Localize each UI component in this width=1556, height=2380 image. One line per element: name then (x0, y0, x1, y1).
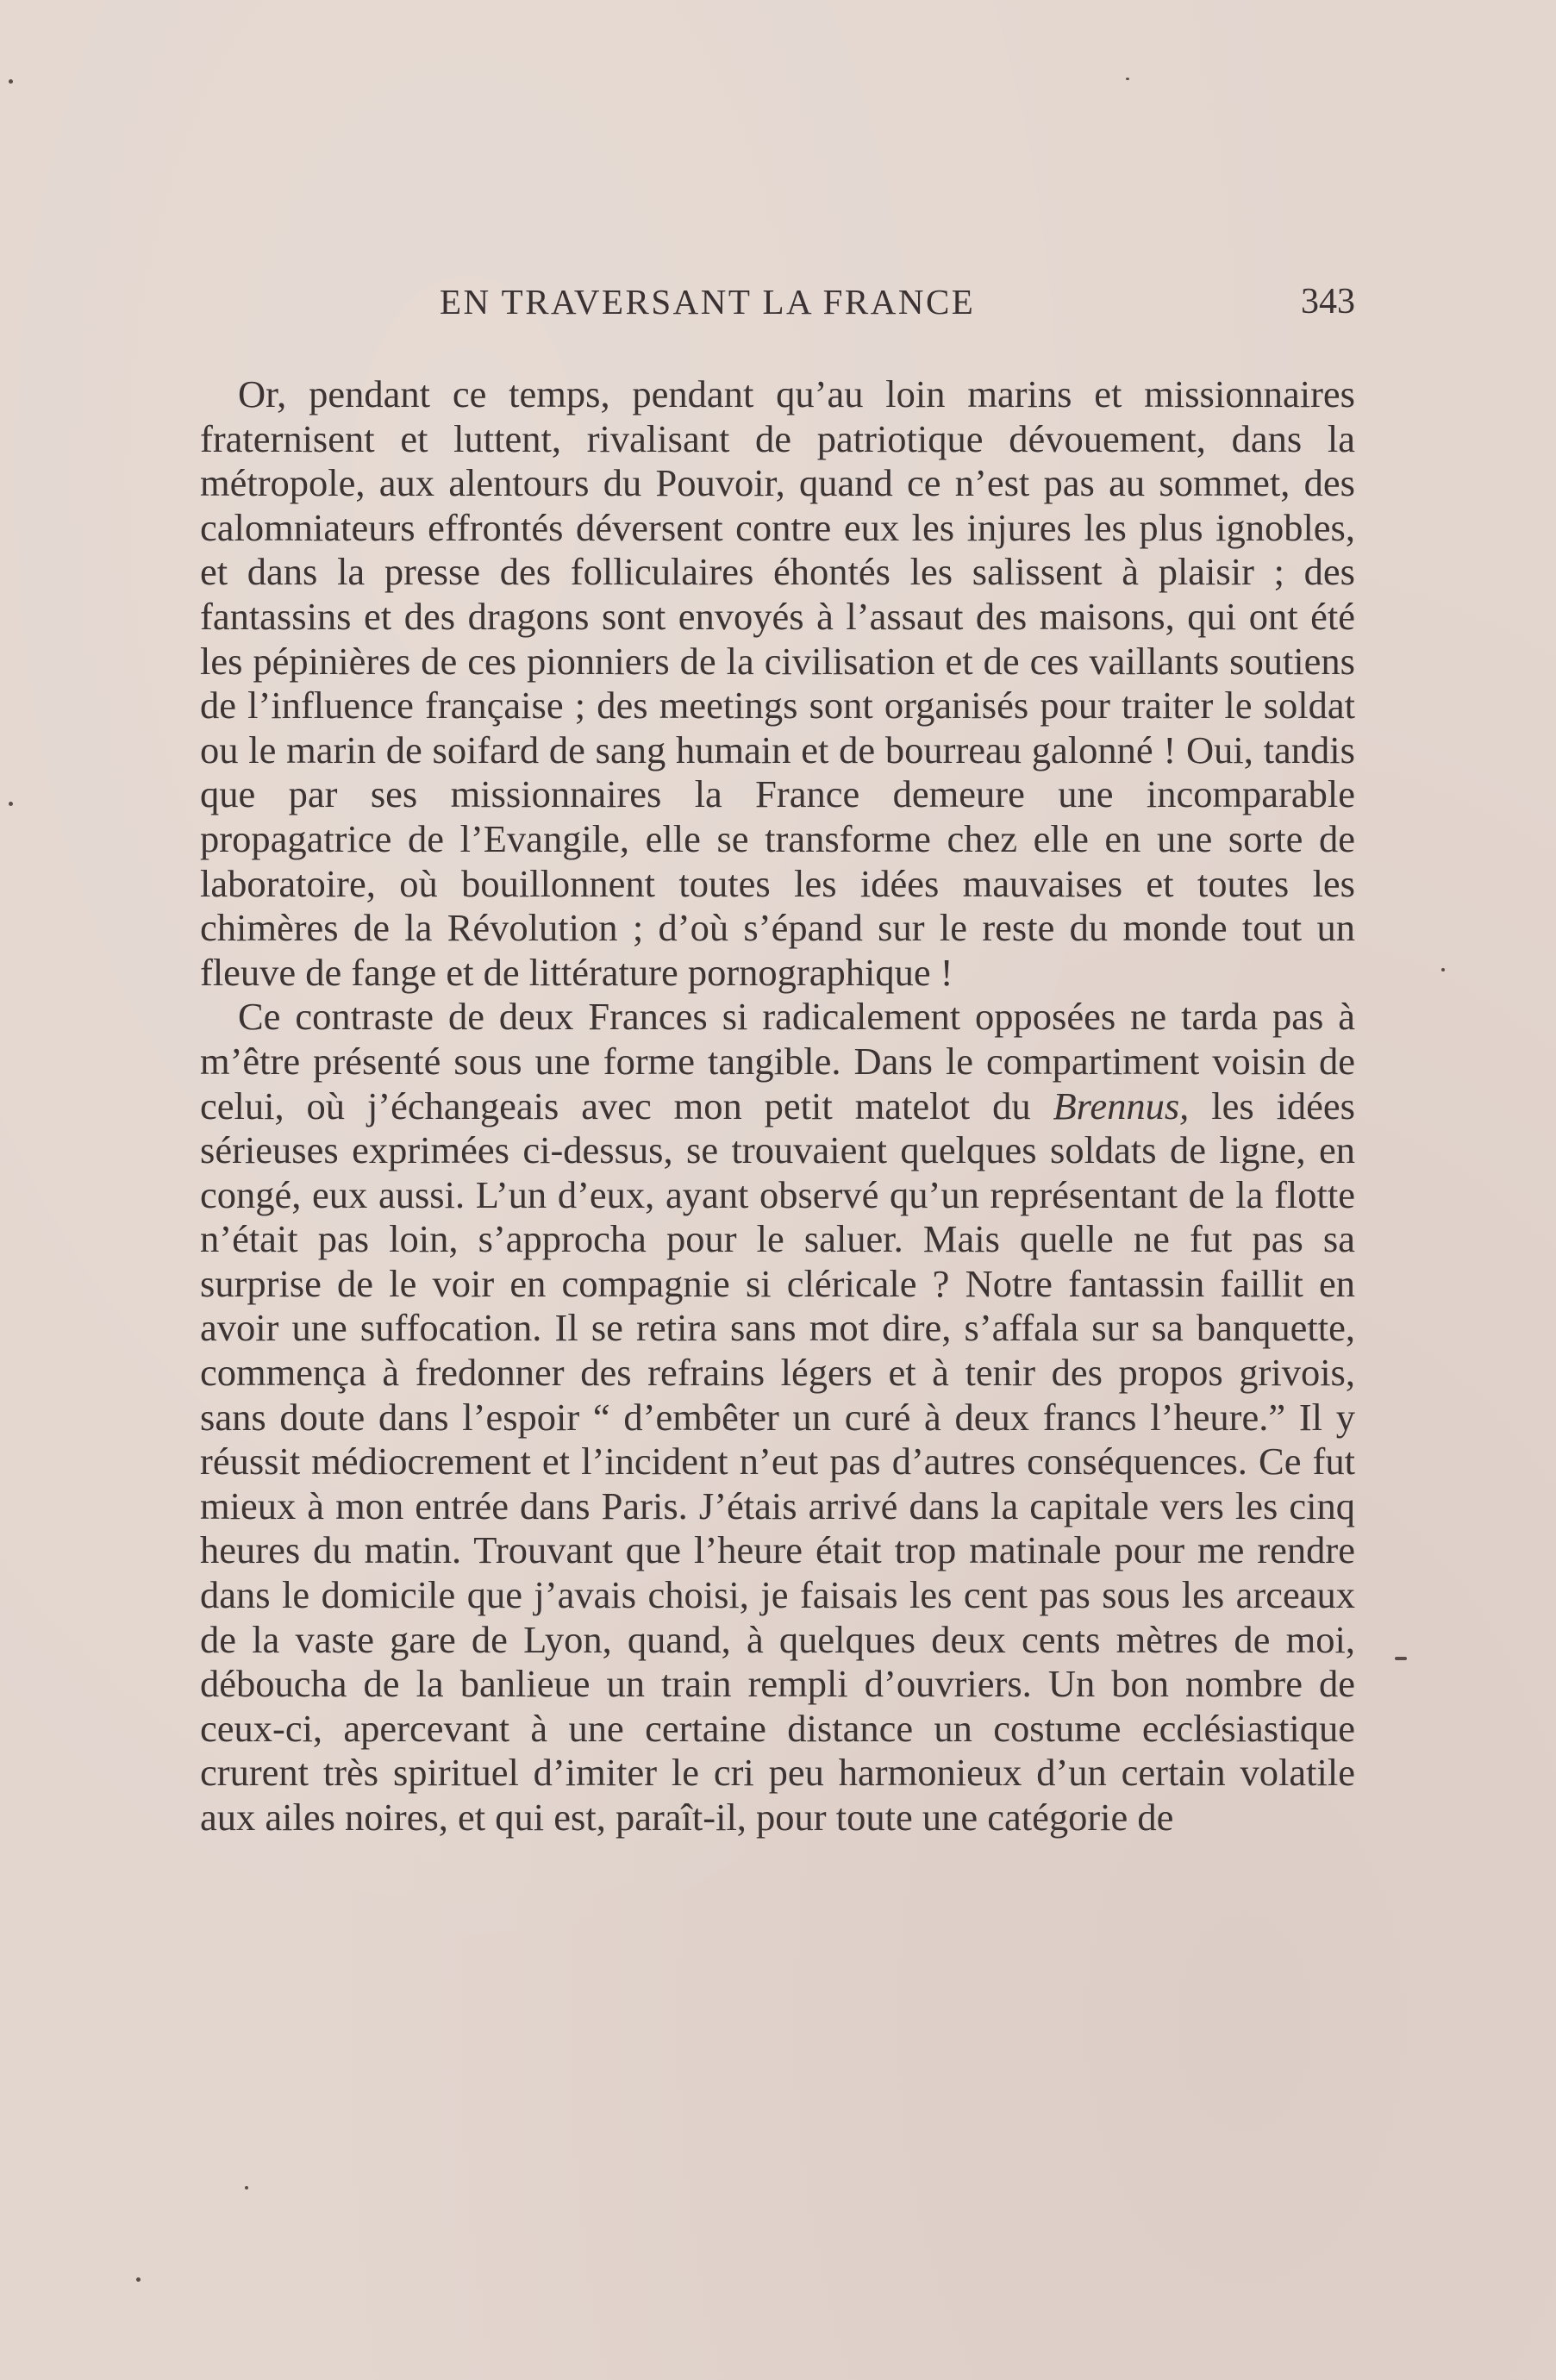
paragraph-2-text-start: Ce contraste de deux Frances si radicalement opposées ne tarda pas à m’être présenté sous une forme tangible. Dans le compartiment voisin de celui, où j’échangeais avec mon petit matelot du (200, 995, 1355, 1128)
paragraph-2-text-end: les idées sérieuses exprimées ci-dessus, se trouvaient quelques soldats de ligne, en congé, eux aussi. L’un d’eux, ayant observé qu’un représentant de la flotte n’était pas loin, s’approcha pour le saluer. Mais quelle ne fut pas sa surprise de le voir en compagnie si cléricale ? Notre fantassin faillit en avoir une suffocation. Il se retira sans mot dire, s’affala sur sa banquette, commença à fredonner des refrains légers et à tenir des propos grivois, sans doute dans l’espoir “ d’embêter un curé à deux francs l’heure.” Il y réussit médiocrement et l’incident n’eut pas d’autres conséquences. Ce fut mieux à mon entrée dans Paris. J’étais arrivé dans la capitale vers les cinq heures du matin. Trouvant que l’heure était trop matinale pour me rendre dans le domicile que j’avais choisi, je faisais les cent pas sous les arceaux de la vaste gare de Lyon, quand, à quelques deux cents mètres de moi, déboucha de la banlieue un train rempli d’ouvriers. Un bon nombre de ceux-ci, apercevant à une certaine distance un costume ecclésiastique crurent très spirituel d’imiter le cri peu harmonieux d’un certain volatile aux ailes noires, et qui est, paraît-il, pour toute une catégorie de (200, 1084, 1356, 1839)
paper-speck (245, 2186, 248, 2189)
running-title: EN TRAVERSANT LA FRANCE (440, 282, 976, 322)
paper-speck (1441, 968, 1445, 971)
paper-speck (9, 802, 13, 806)
paragraph-1: Or, pendant ce temps, pendant qu’au loin marins et missionnaires fraternisent et luttent, rivalisant de patriotique dévouement, dans la métropole, aux alentours du Pouvoir, quand ce n’est pas au sommet, des calomniateurs effrontés déversent contre eux les injures les plus ignobles, et dans la presse des folliculaires éhontés les salissent à plaisir ; des fantassins et des dragons sont envoyés à l’assaut des maisons, qui ont été les pépinières de ces pionniers de la civilisation et de ces vaillants soutiens de l’influence française ; des meetings sont organisés pour traiter le soldat ou le marin de soifard de sang humain et de bourreau galonné ! Oui, tandis que par ses missionnaires la France demeure une incomparable propagatrice de l’Evangile, elle se transforme chez elle en une sorte de laboratoire, où bouillonnent toutes les idées mauvaises et toutes les chimères de la Révolution ; d’où s’épand sur le reste du monde tout un fleuve de fange et de littérature pornographique ! (200, 372, 1355, 994)
paper-speck (136, 2277, 141, 2282)
running-head (200, 278, 1355, 329)
page-number: 343 (1301, 282, 1355, 322)
ship-name-italic: Brennus, (1053, 1084, 1190, 1128)
body-text (200, 372, 1355, 1840)
paper-speck (1395, 1657, 1407, 1660)
book-page (200, 278, 1355, 2088)
paragraph-2 (200, 995, 1355, 1840)
paper-speck (1126, 78, 1129, 80)
paper-speck (9, 79, 13, 84)
